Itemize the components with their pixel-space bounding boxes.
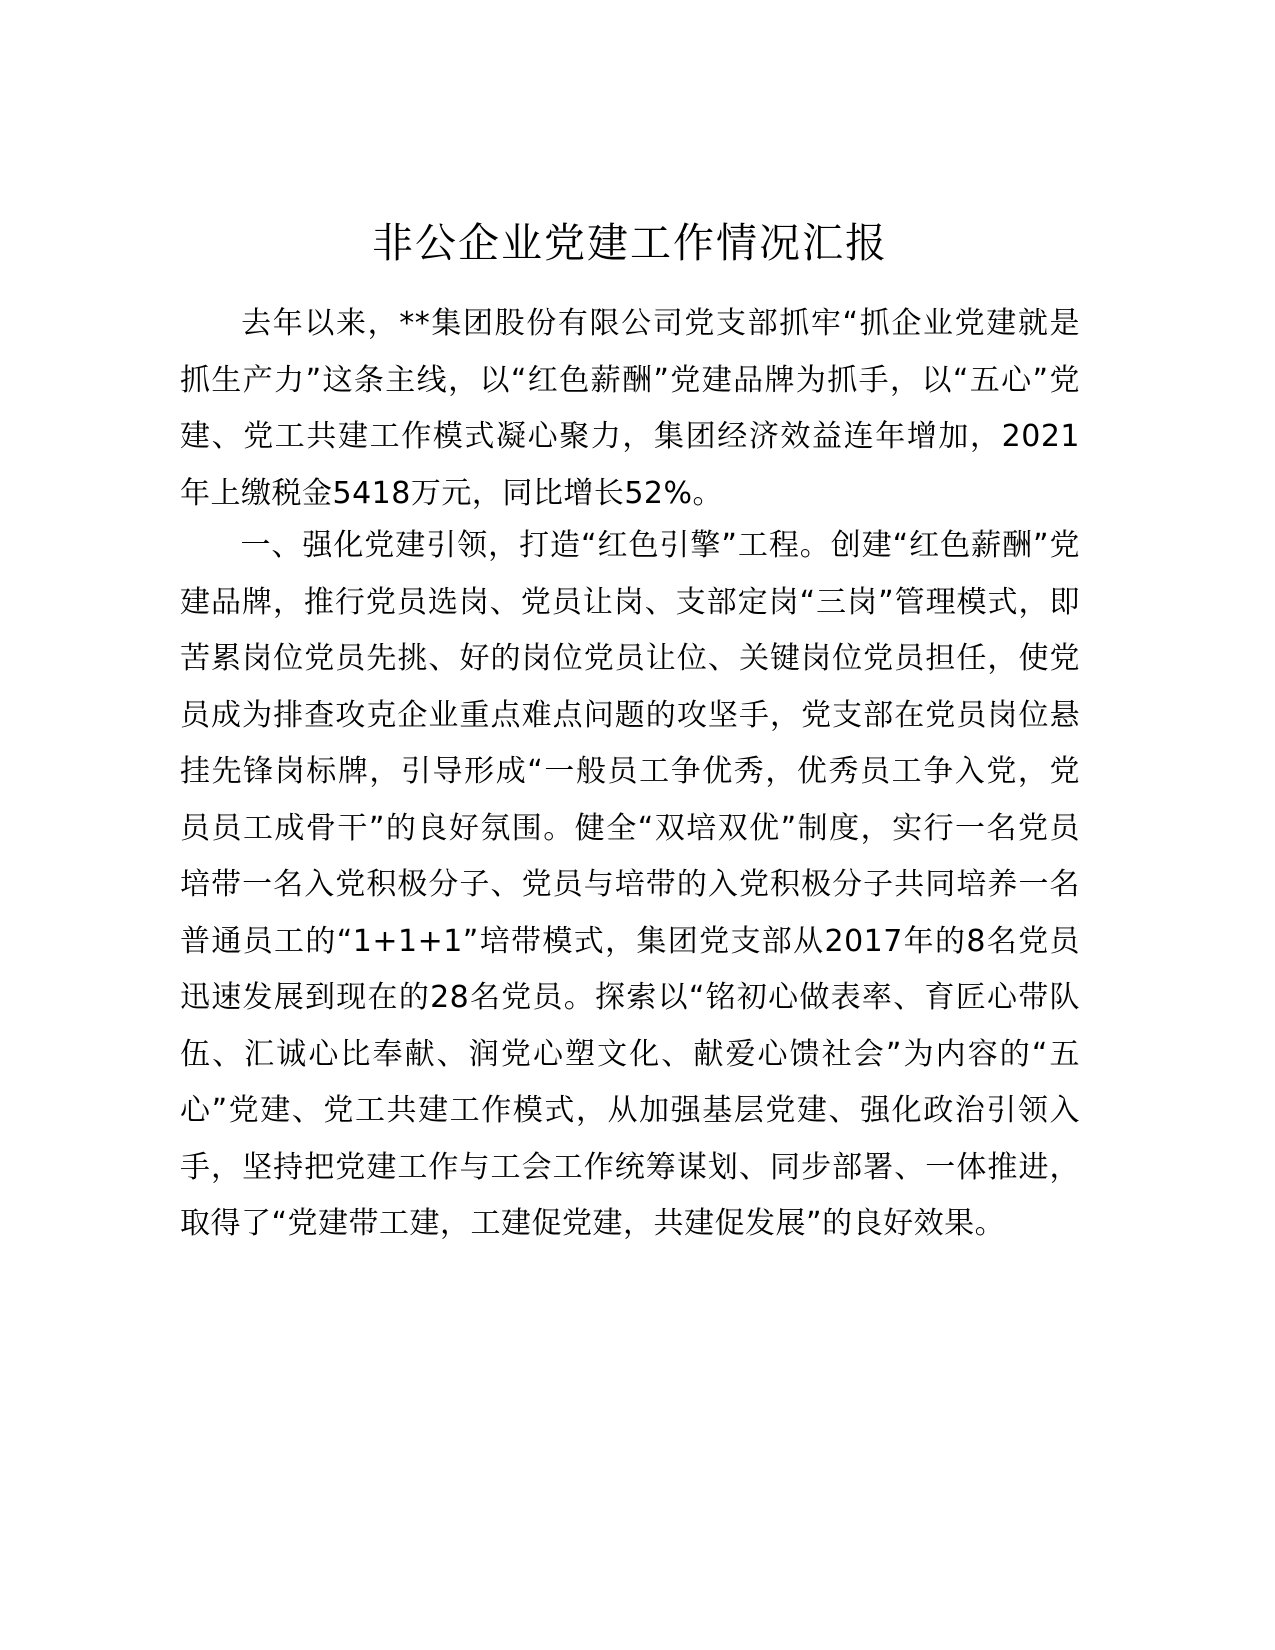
paragraph-section-one-text: 一、强化党建引领，打造“红色引擎”工程。创建“红色薪酬”党建品牌，推行党员选岗、党员让岗、支部定岗“三岗”管理模式，即苦累岗位党员先挑、好的岗位党员让位、关键岗位党员担任，使党员成为排查攻克企业重点难点问题的攻坚手，党支部在党员岗位悬挂先锋岗标牌，引导形成“一般员工争优秀，优秀员工争入党，党员员工成骨干”的良好氛围。健全“双培双优”制度，实行一名党员培带一名入党积极分子、党员与培带的入党积极分子共同培养一名普通员工的“1+1+1”培带模式，集团党支部从2017年的8名党员迅速发展到现在的28名党员。探索以“铭初心做表率、育匠心带队伍、汇诚心比奉献、润党心塑文化、献爱心馈社会”为内容的“五心”党建、党工共建工作模式，从加强基层党建、强化政治引领入手，坚持把党建工作与工会工作统筹谋划、同步部署、一体推进，取得了“党建带工建，工建促党建，共建促发展”的良好效果。	[180, 528, 1080, 1241]
paragraph-intro-text: 去年以来，**集团股份有限公司党支部抓牢“抓企业党建就是抓生产力”这条主线，以“红色薪酬”党建品牌为抓手，以“五心”党建、党工共建工作模式凝心聚力，集团经济效益连年增加，2021年上缴税金5418万元，同比增长52%。	[180, 306, 1080, 511]
document-title: 非公企业党建工作情况汇报	[372, 219, 888, 267]
paragraph-section-one	[180, 518, 1080, 1253]
paragraph-intro	[180, 296, 1080, 522]
